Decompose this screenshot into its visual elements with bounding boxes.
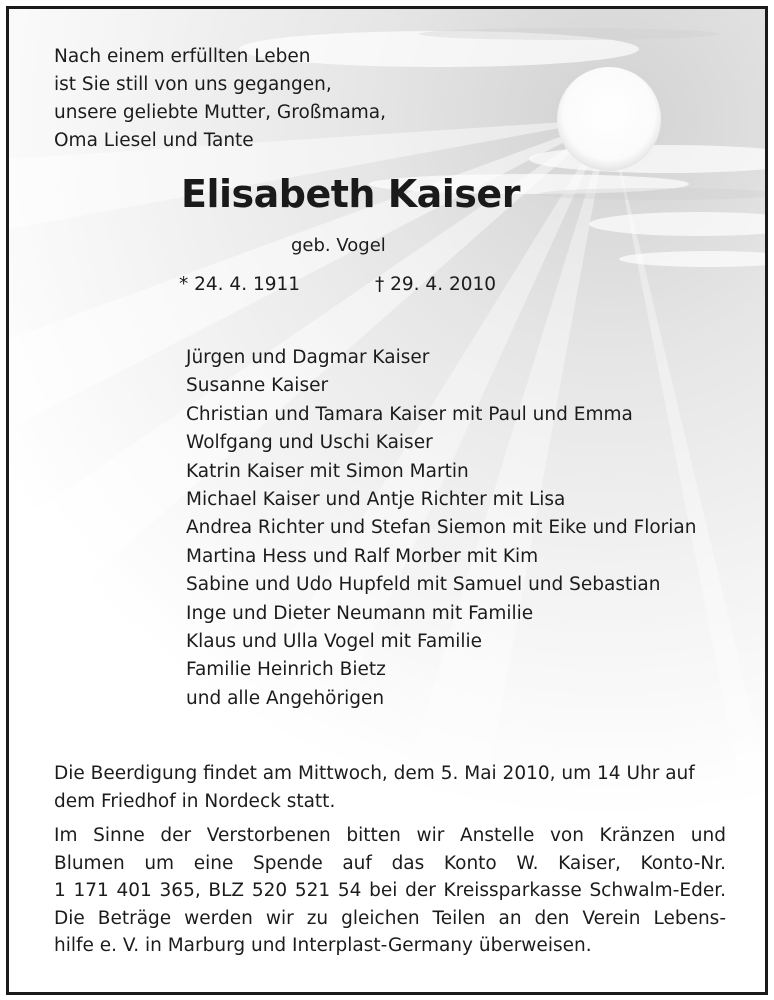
- mourner-line: Jürgen und Dagmar Kaiser: [186, 347, 430, 368]
- mourner-line: Martina Hess und Ralf Morber mit Kim: [186, 545, 539, 567]
- intro-line: unsere geliebte Mutter, Großmama,: [54, 102, 387, 123]
- donation-line: 1 171 401 365, BLZ 520 521 54 bei der Kreissparkasse Schwalm-Eder.: [54, 880, 726, 902]
- birth-date: * 24. 4. 1911: [179, 274, 301, 295]
- mourner-line: Michael Kaiser und Antje Richter mit Lisa: [186, 488, 566, 510]
- donation-line: Die Beträge werden wir zu gleichen Teilen an den Verein Lebens-: [54, 907, 726, 929]
- funeral-line: dem Friedhof in Nordeck statt.: [54, 791, 336, 812]
- maiden-name: geb. Vogel: [291, 235, 386, 256]
- intro-line: Oma Liesel und Tante: [54, 130, 254, 151]
- mourners-list: [186, 344, 696, 713]
- mourner-line: Klaus und Ulla Vogel mit Familie: [186, 630, 483, 652]
- mourner-line: Inge und Dieter Neumann mit Familie: [186, 602, 534, 624]
- donation-line: Im Sinne der Verstorbenen bitten wir Anstelle von Kränzen und: [54, 825, 726, 846]
- sun-icon: [557, 67, 661, 171]
- mourner-line: Familie Heinrich Bietz: [186, 659, 386, 681]
- funeral-line: Die Beerdigung findet am Mittwoch, dem 5. Mai 2010, um 14 Uhr auf: [54, 763, 695, 784]
- donation-line: Blumen um eine Spende auf das Konto W. Kaiser, Konto-Nr.: [54, 852, 726, 874]
- intro-line: ist Sie still von uns gegangen,: [54, 74, 332, 95]
- funeral-info: [54, 760, 695, 816]
- mourner-line: Andrea Richter und Stefan Siemon mit Eike und Florian: [186, 517, 697, 539]
- intro-line: Nach einem erfüllten Leben: [54, 46, 311, 67]
- obituary-notice: [6, 6, 768, 995]
- death-date: † 29. 4. 2010: [375, 274, 497, 295]
- mourner-line: Sabine und Udo Hupfeld mit Samuel und Sebastian: [186, 574, 661, 596]
- donation-info: [54, 822, 726, 960]
- mourner-line: und alle Angehörigen: [186, 687, 385, 709]
- intro-text: [54, 43, 386, 155]
- mourner-line: Christian und Tamara Kaiser mit Paul und Emma: [186, 403, 633, 425]
- mourner-line: Susanne Kaiser: [186, 375, 329, 397]
- mourner-line: Katrin Kaiser mit Simon Martin: [186, 460, 469, 482]
- donation-line: hilfe e. V. in Marburg und Interplast-Germany überweisen.: [54, 935, 592, 957]
- deceased-name: Elisabeth Kaiser: [181, 172, 520, 216]
- mourner-line: Wolfgang und Uschi Kaiser: [186, 432, 433, 454]
